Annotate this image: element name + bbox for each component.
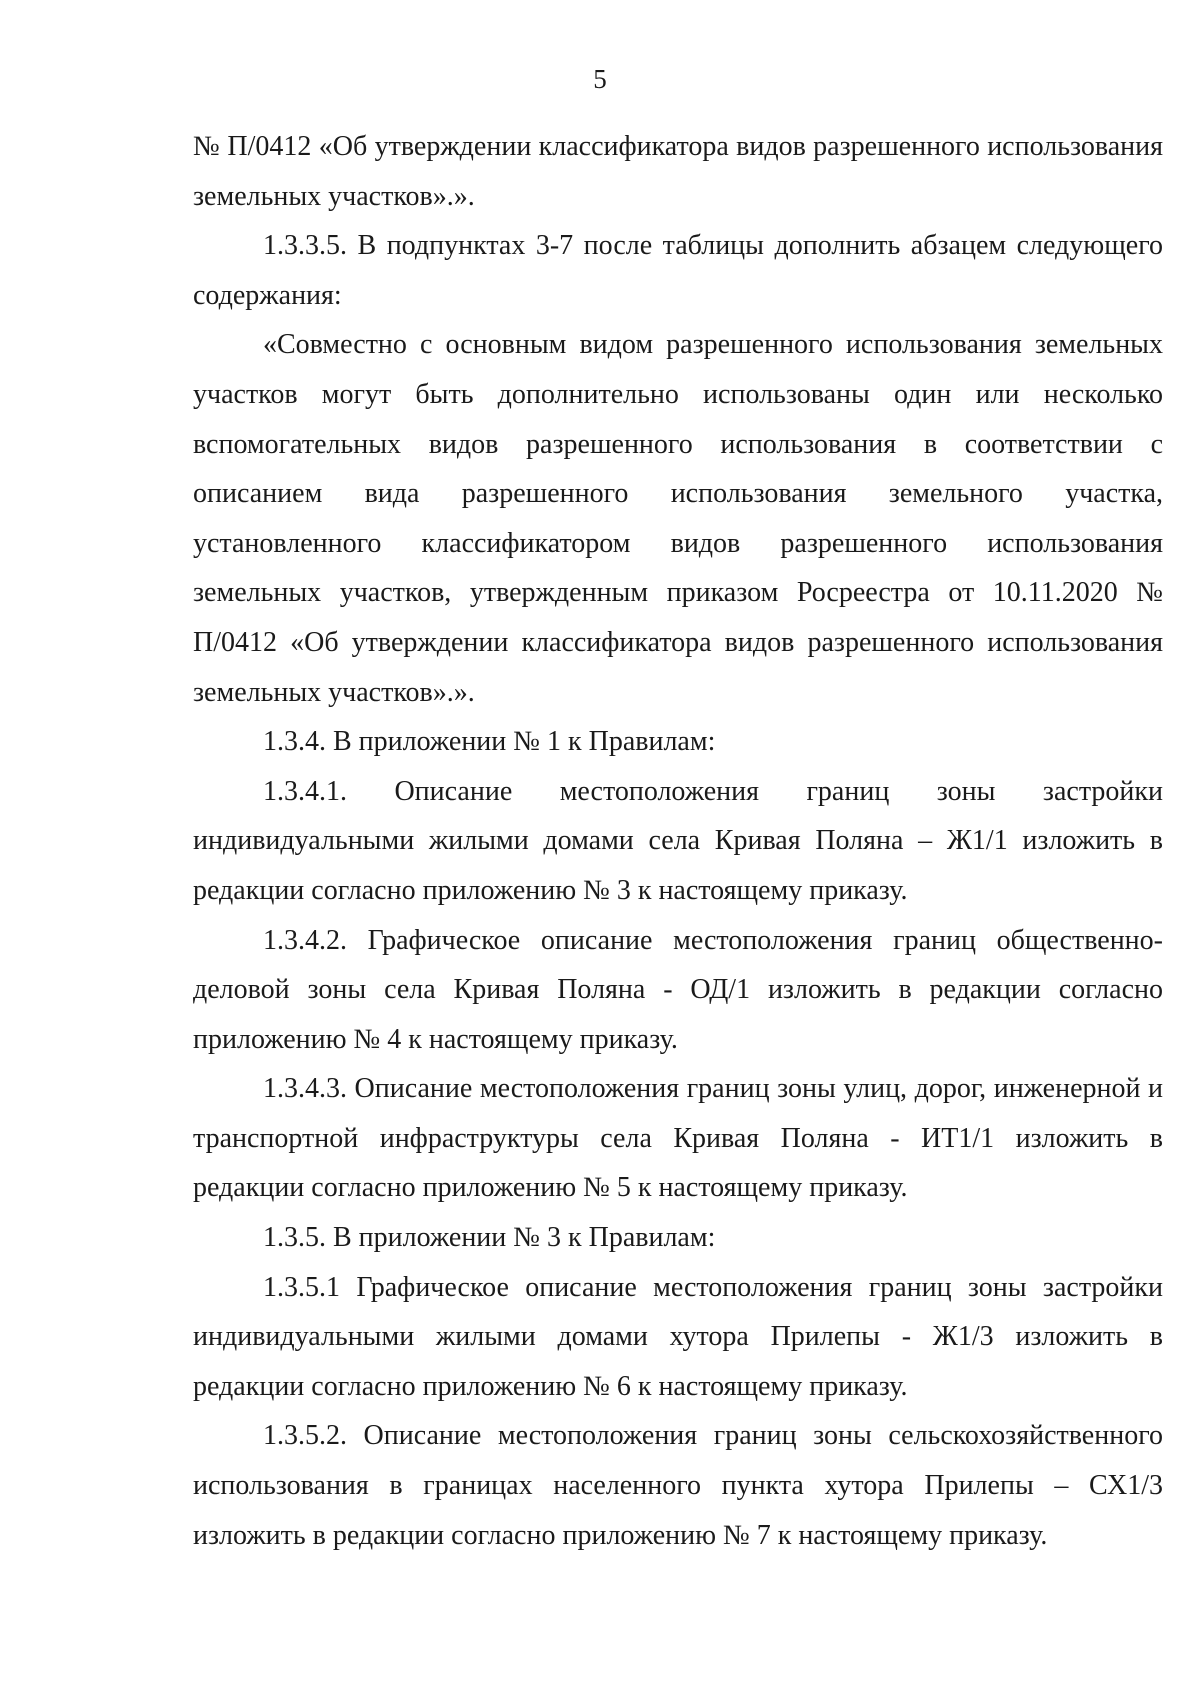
paragraph-1-3-4-2: 1.3.4.2. Графическое описание местоположения границ общественно-деловой зоны села Кривая Поляна - ОД/1 изложить в редакции согласно приложению № 4 к настоящему приказу. <box>193 924 1163 1055</box>
paragraph-1-3-5: 1.3.5. В приложении № 3 к Правилам: <box>263 1222 716 1254</box>
paragraph-1-3-4-3: 1.3.4.3. Описание местоположения границ зоны улиц, дорог, инженерной и транспортной инфраструктуры села Кривая Поляна - ИТ1/1 изложить в редакции согласно приложению № 5 к настоящему приказу. <box>193 1073 1163 1204</box>
paragraph-quoted-addition: «Совместно с основным видом разрешенного использования земельных участков могут быть дополнительно использованы один или несколько вспомогательных видов разрешенного использования в соответствии с описанием вида разрешенного использования земельного участка, установленного классификатором видов разрешенного использования земельных участков, утвержденным приказом Росреестра от 10.11.2020 № П/0412 «Об утверждении классификатора видов разрешенного использования земельных участков».». <box>193 329 1163 708</box>
paragraph-continuation: № П/0412 «Об утверждении классификатора видов разрешенного использования земельных участков».». <box>193 131 1163 212</box>
paragraph-1-3-3-5: 1.3.3.5. В подпунктах 3-7 после таблицы дополнить абзацем следующего содержания: <box>193 230 1163 311</box>
paragraph-1-3-5-2: 1.3.5.2. Описание местоположения границ зоны сельскохозяйственного использования в границах населенного пункта хутора Прилепы – СХ1/3 изложить в редакции согласно приложению № 7 к настоящему приказу. <box>193 1420 1163 1551</box>
paragraph-1-3-4: 1.3.4. В приложении № 1 к Правилам: <box>263 726 716 758</box>
paragraph-1-3-4-1: 1.3.4.1. Описание местоположения границ зоны застройки индивидуальными жилыми домами села Кривая Поляна – Ж1/1 изложить в редакции согласно приложению № 3 к настоящему приказу. <box>193 775 1163 906</box>
document-body <box>193 122 1163 1560</box>
page-number: 5 <box>593 64 607 94</box>
paragraph-1-3-5-1: 1.3.5.1 Графическое описание местоположения границ зоны застройки индивидуальными жилыми домами хутора Прилепы - Ж1/3 изложить в редакции согласно приложению № 6 к настоящему приказу. <box>193 1271 1163 1402</box>
